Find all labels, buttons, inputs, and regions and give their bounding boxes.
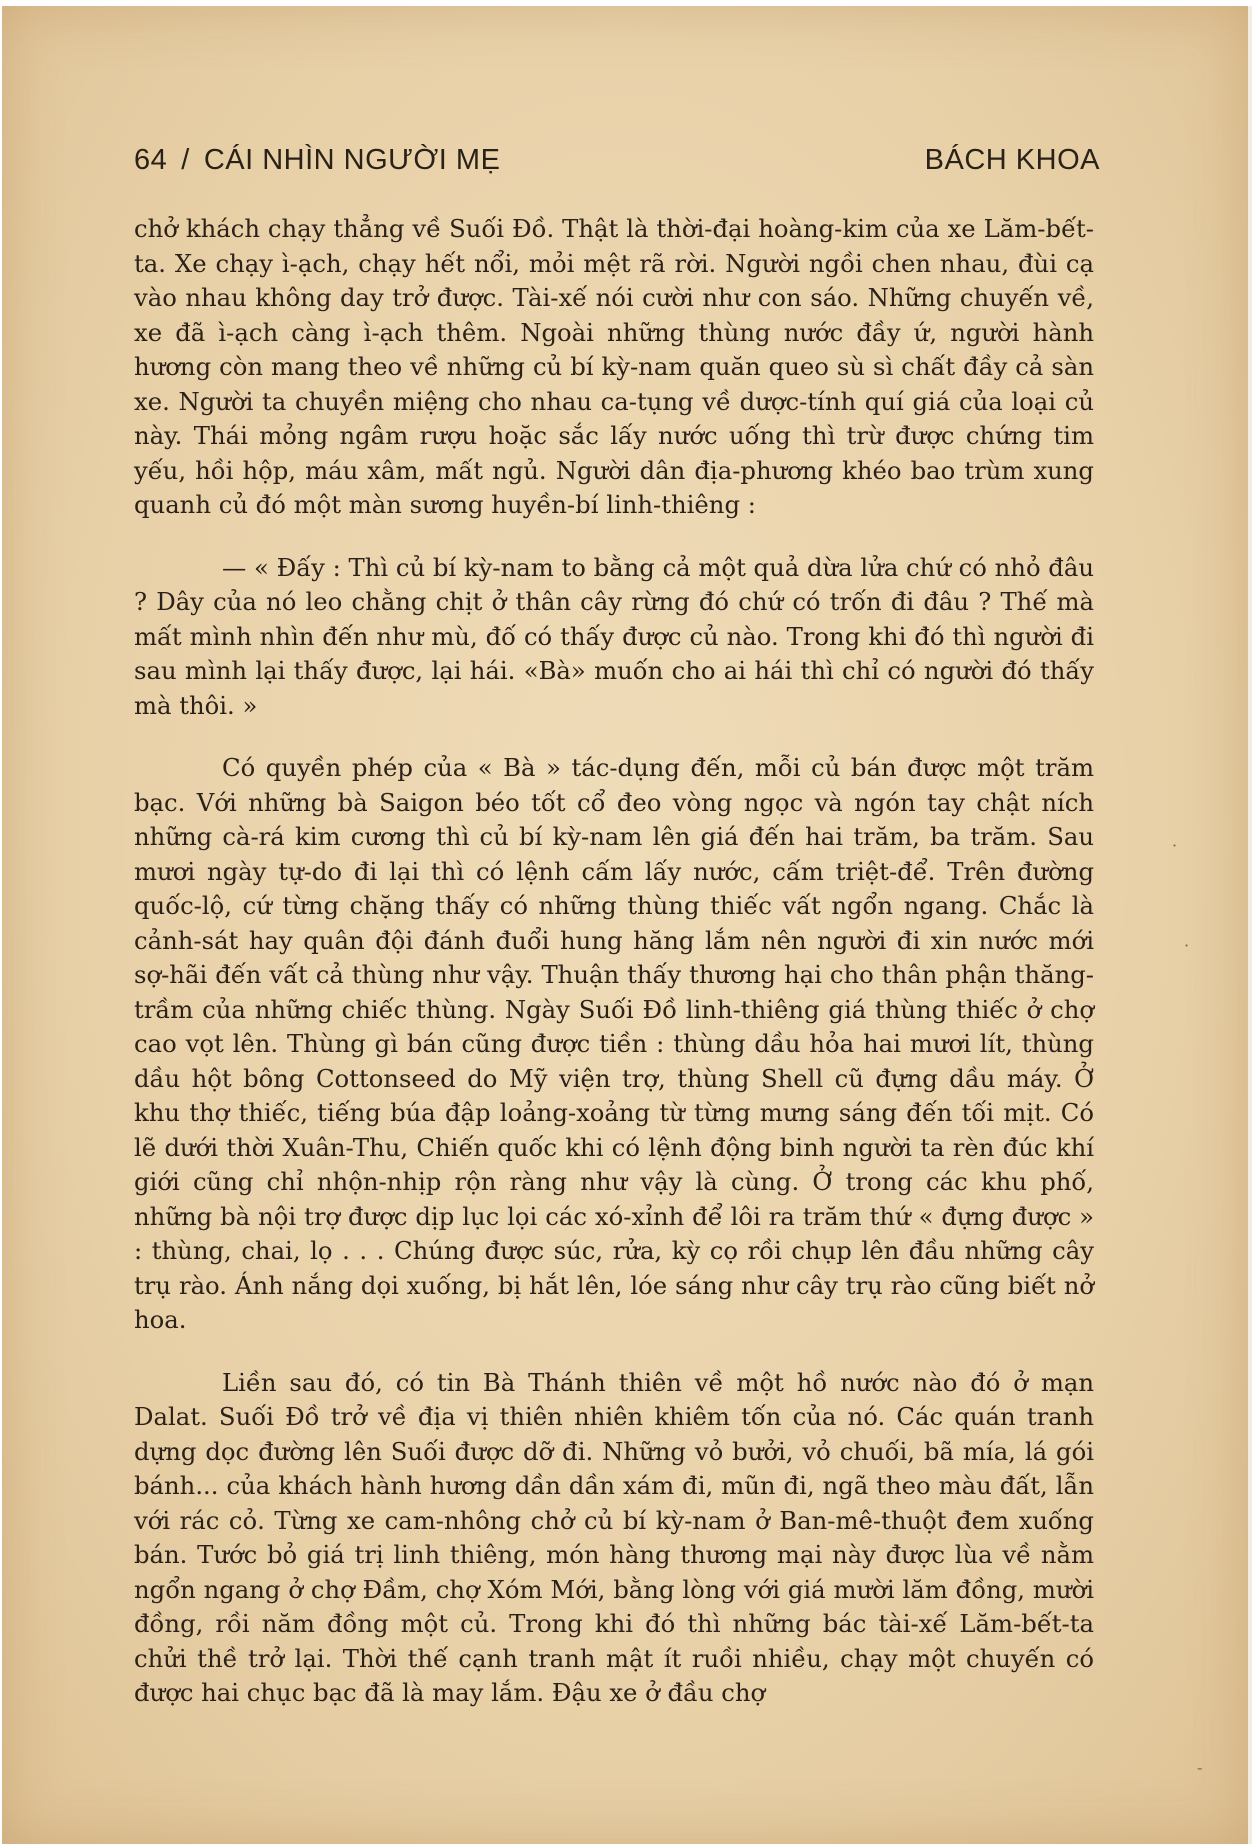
paragraph-1: chở khách chạy thẳng về Suối Đồ. Thật là thời-đại hoàng-kim của xe Lăm-bết-ta. Xe chạy ì-ạch, chạy hết nổi, mỏi mệt rã rời. Người ngồi chen nhau, đùi cạ vào nhau không day trở được. Tài-xế nói cười như con sáo. Những chuyến về, xe đã ì-ạch càng ì-ạch thêm. Ngoài những thùng nước đầy ứ, người hành hương còn mang theo về những củ bí kỳ-nam quăn queo sù sì chất đầy cả sàn xe. Người ta chuyền miệng cho nhau ca-tụng về dược-tính quí giá của loại củ này. Thái mỏng ngâm rượu hoặc sắc lấy nước uống thì trừ được chứng tim yếu, hồi hộp, máu xâm, mất ngủ. Người dân địa-phương khéo bao trùm xung quanh củ đó một màn sương huyền-bí linh-thiêng : bbox=[134, 214, 1094, 519]
margin-speck: · bbox=[1184, 936, 1190, 955]
magazine-name: BÁCH KHOA bbox=[924, 144, 1100, 176]
paragraph-2-quote: — « Đấy : Thì củ bí kỳ-nam to bằng cả một quả dừa lửa chứ có nhỏ đâu ? Dây của nó leo chằng chịt ở thân cây rừng đó chứ có trốn đi đâu ? Thế mà mất mình nhìn đến như mù, đố có thấy được củ nào. Trong khi đó thì người đi sau mình lại thấy được, lại hái. «Bà» muốn cho ai hái thì chỉ có người đó thấy mà thôi. » bbox=[134, 552, 1094, 720]
page-number: 64 bbox=[134, 144, 168, 176]
paper-sheet bbox=[2, 6, 1252, 1844]
paragraph-3: Có quyền phép của « Bà » tác-dụng đến, mỗi củ bán được một trăm bạc. Với những bà Saigon béo tốt cổ đeo vòng ngọc và ngón tay chật ních những cà-rá kim cương thì củ bí kỳ-nam lên giá đến hai trăm, ba trăm. Sau mươi ngày tự-do đi lại thì có lệnh cấm lấy nước, cấm triệt-để. Trên đường quốc-lộ, cứ từng chặng thấy có những thùng thiếc vất ngổn ngang. Chắc là cảnh-sát hay quân đội đánh đuổi hung hăng lắm nên người đi xin nước mới sợ-hãi đến vất cả thùng như vậy. Thuận thấy thương hại cho thân phận thăng-trầm của những chiếc thùng. Ngày Suối Đồ linh-thiêng giá thùng thiếc ở chợ cao vọt lên. Thùng gì bán cũng được tiền : thùng dầu hỏa hai mươi lít, thùng dầu hột bông Cottonseed do Mỹ viện trợ, thùng Shell cũ đựng dầu máy. Ở khu thợ thiếc, tiếng búa đập loảng-xoảng từ từng mưng sáng đến tối mịt. Có lẽ dưới thời Xuân-Thu, Chiến quốc khi có lệnh động binh người ta rèn đúc khí giới cũng chỉ nhộn-nhịp rộn ràng như vậy là cùng. Ở trong các khu phố, những bà nội trợ được dịp lục lọi các xó-xỉnh để lôi ra trăm thứ « đựng được » : thùng, chai, lọ . . . Chúng được súc, rửa, kỳ cọ rồi chụp lên đầu những cây trụ rào. Ánh nắng dọi xuống, bị hắt lên, lóe sáng như cây trụ rào cũng biết nở hoa. bbox=[134, 753, 1094, 1334]
margin-speck: - bbox=[1197, 1758, 1203, 1777]
margin-speck: · bbox=[1172, 836, 1178, 855]
header-separator: / bbox=[181, 144, 190, 176]
article-title: CÁI NHÌN NGƯỜI MẸ bbox=[203, 144, 501, 176]
running-header bbox=[134, 144, 1100, 188]
paragraph-4: Liền sau đó, có tin Bà Thánh thiên về một hồ nước nào đó ở mạn Dalat. Suối Đồ trở về địa vị thiên nhiên khiêm tốn của nó. Các quán tranh dựng dọc đường lên Suối được dỡ đi. Những vỏ bưởi, vỏ chuối, bã mía, lá gói bánh... của khách hành hương dần dần xám đi, mũn đi, ngã theo màu đất, lẫn với rác cỏ. Từng xe cam-nhông chở củ bí kỳ-nam ở Ban-mê-thuột đem xuống bán. Tước bỏ giá trị linh thiêng, món hàng thương mại này được lùa về nằm ngổn ngang ở chợ Đầm, chợ Xóm Mới, bằng lòng với giá mười lăm đồng, mười đồng, rồi năm đồng một củ. Trong khi đó thì những bác tài-xế Lăm-bết-ta chửi thề trở lại. Thời thế cạnh tranh mật ít ruồi nhiều, chạy một chuyến có được hai chục bạc đã là may lắm. Đậu xe ở đầu chợ bbox=[134, 1367, 1094, 1707]
article-body bbox=[134, 212, 1094, 1711]
header-left bbox=[134, 144, 500, 177]
